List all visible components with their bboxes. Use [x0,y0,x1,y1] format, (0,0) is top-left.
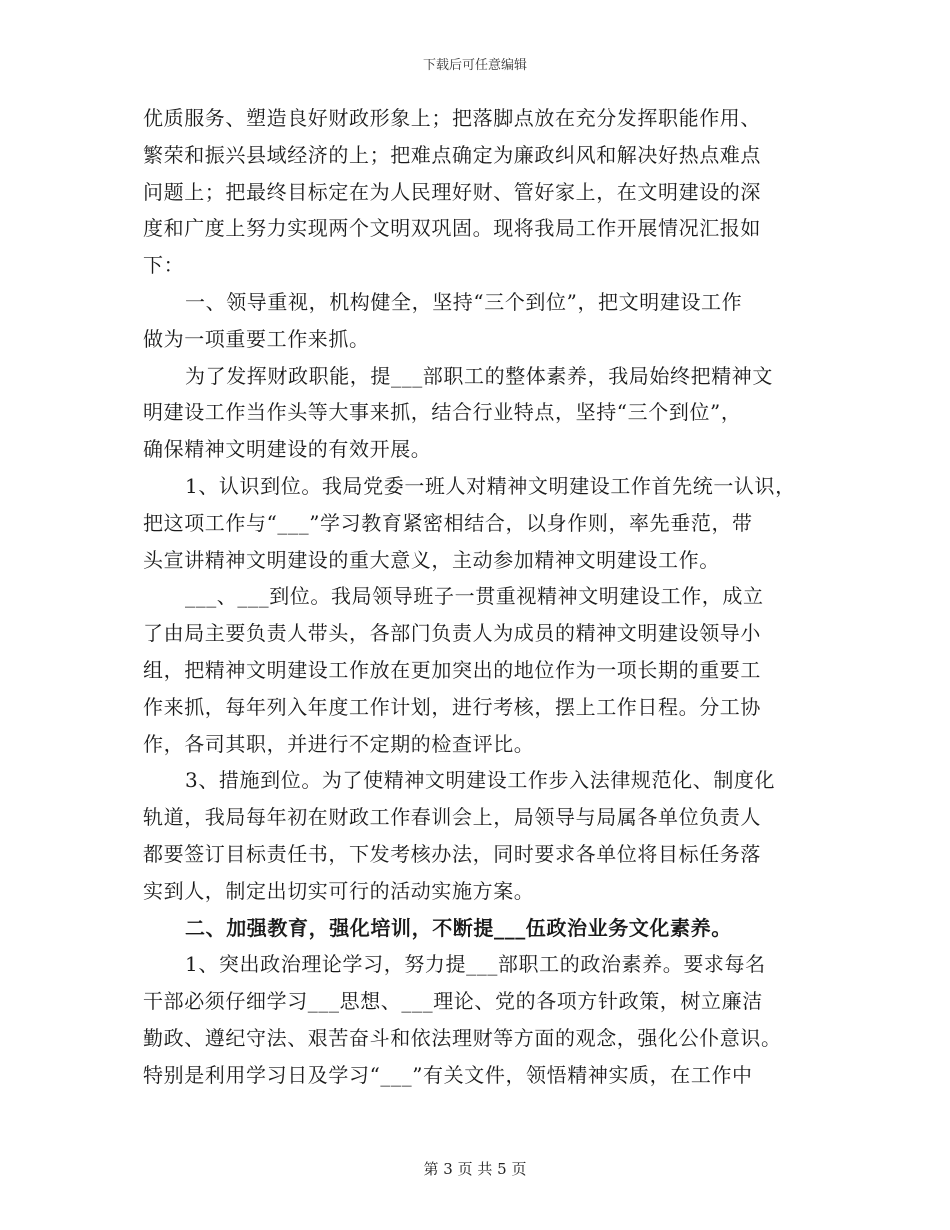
text-line: 把这项工作与“___”学习教育紧密相结合，以身作则，率先垂范，带 [143,510,753,535]
text-line: 作来抓，每年列入年度工作计划，进行考核，摆上工作日程。分工协 [143,694,761,719]
text-line: 特别是利用学习日及学习“___”有关文件，领悟精神实质，在工作中 [143,1062,753,1087]
text-line: 实到人，制定出切实可行的活动实施方案。 [143,878,535,903]
text-line: 度和广度上努力实现两个文明双巩固。现将我局工作开展情况汇报如 [143,216,761,241]
text-line: 一、领导重视，机构健全，坚持“三个到位”，把文明建设工作 [185,289,743,314]
document-body [143,100,823,1094]
text-line: 确保精神文明建设的有效开展。 [143,437,432,462]
text-line: 问题上；把最终目标定在为人民理好财、管好家上，在文明建设的深 [143,179,761,204]
text-line: 优质服务、塑造良好财政形象上；把落脚点放在充分发挥职能作用、 [143,106,761,130]
text-line: 做为一项重要工作来抓。 [143,326,370,351]
text-line: 都要签订目标责任书，下发考核办法，同时要求各单位将目标任务落 [143,841,761,866]
text-line: 1、突出政治理论学习，努力提___部职工的政治素养。要求每名 [185,952,766,977]
text-line: 头宣讲精神文明建设的重大意义，主动参加精神文明建设工作。 [143,547,720,572]
text-line: 了由局主要负责人带头，各部门负责人为成员的精神文明建设领导小 [143,621,761,646]
text-line: 下： [143,253,185,278]
text-line: 组，把精神文明建设工作放在更加突出的地位作为一项长期的重要工 [143,657,761,682]
text-line: 轨道，我局每年初在财政工作春训会上，局领导与局属各单位负责人 [143,805,761,830]
text-line: 作，各司其职，并进行不定期的检查评比。 [143,731,535,756]
text-line: 为了发挥财政职能，提___部职工的整体素养，我局始终把精神文 [185,363,773,388]
text-line: ___、___到位。我局领导班子一贯重视精神文明建设工作，成立 [185,584,764,609]
text-line: 1、认识到位。我局党委一班人对精神文明建设工作首先统一认识， [185,473,796,498]
page-header: 下载后可任意编辑 [422,58,527,73]
text-line: 干部必须仔细学习___思想、___理论、党的各项方针政策，树立廉洁 [143,989,763,1014]
text-line: 勤政、遵纪守法、艰苦奋斗和依法理财等方面的观念，强化公仆意识。 [143,1025,782,1050]
text-line: 明建设工作当作头等大事来抓，结合行业特点，坚持“三个到位”， [143,400,742,425]
page-footer: 第 3 页 共 5 页 [423,1160,527,1178]
text-line: 繁荣和振兴县域经济的上；把难点确定为廉政纠风和解决好热点难点 [143,142,761,167]
text-line: 3、措施到位。为了使精神文明建设工作步入法律规范化、制度化 [185,768,776,793]
text-line: 二、加强教育，强化培训，不断提___伍政治业务文化素养。 [185,915,732,940]
